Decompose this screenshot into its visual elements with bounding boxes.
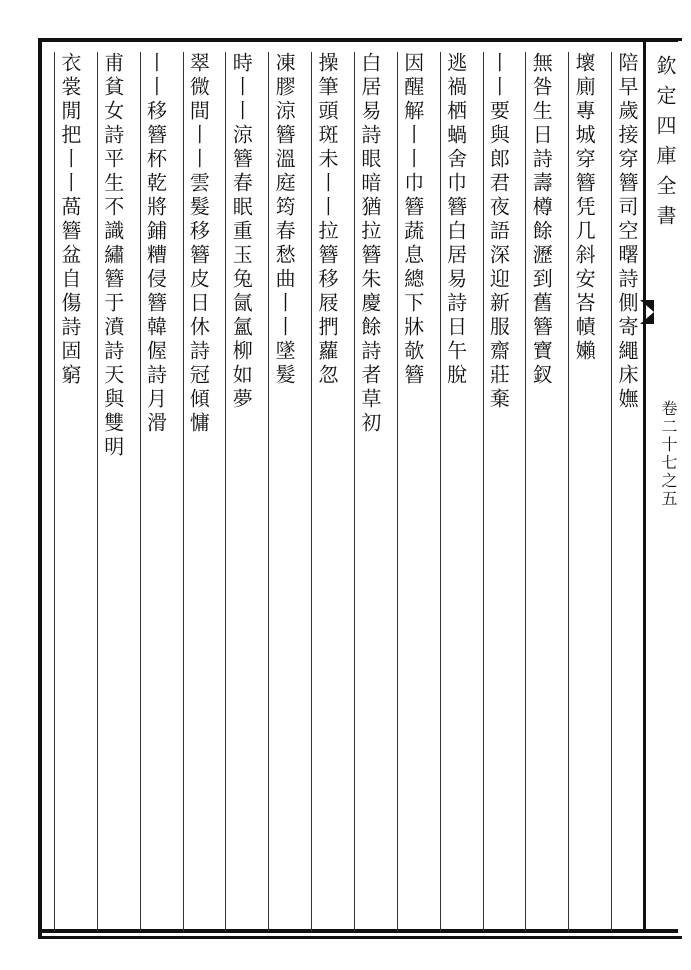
text-column: 凍膠涼簪溫庭筠春愁曲丨丨墜髮 xyxy=(268,52,305,932)
text-column: 衣裳閒把丨丨萵簪盆自傷詩固窮 xyxy=(54,52,91,932)
text-column: 陪早歲接穿簪司空曙詩側寄繩床嫵 xyxy=(611,52,648,932)
text-column: 壞廁專城穿簪凭几斜安峇幘嬾 xyxy=(568,52,605,932)
book-title: 欽定四庫全書 xyxy=(653,55,677,235)
volume-mark: 卷二十七之五 xyxy=(659,400,678,508)
text-column: 翠微間丨丨雲髮移簪皮日休詩冠傾慵 xyxy=(183,52,220,932)
text-column: 因醒解丨丨巾簪蔬息總下牀欹簪 xyxy=(397,52,434,932)
top-rule xyxy=(38,38,678,42)
text-column: 操筆頭斑未丨丨拉簪移屐捫蘿忽 xyxy=(311,52,348,932)
text-column: 無咎生日詩壽樽餘瀝到舊簪寶釵 xyxy=(525,52,562,932)
text-column: 時丨丨涼簪春眠重玉兔氤氳柳如夢 xyxy=(225,52,262,932)
text-column: 白居易詩眼暗猶拉簪朱慶餘詩者草初 xyxy=(354,52,391,932)
text-column: 丨丨要與郎君夜語深迎新服齋莊棄 xyxy=(483,52,520,932)
text-column: 丨丨移簪杯乾將鋪糟侵簪韓偓詩月滑 xyxy=(140,52,177,932)
text-columns xyxy=(48,52,648,932)
text-column: 甫貧女詩平生不識繡簪于濆詩天與雙明 xyxy=(97,52,134,932)
text-column: 逃禍栖蝸舍巾簪白居易詩日午脫 xyxy=(440,52,477,932)
